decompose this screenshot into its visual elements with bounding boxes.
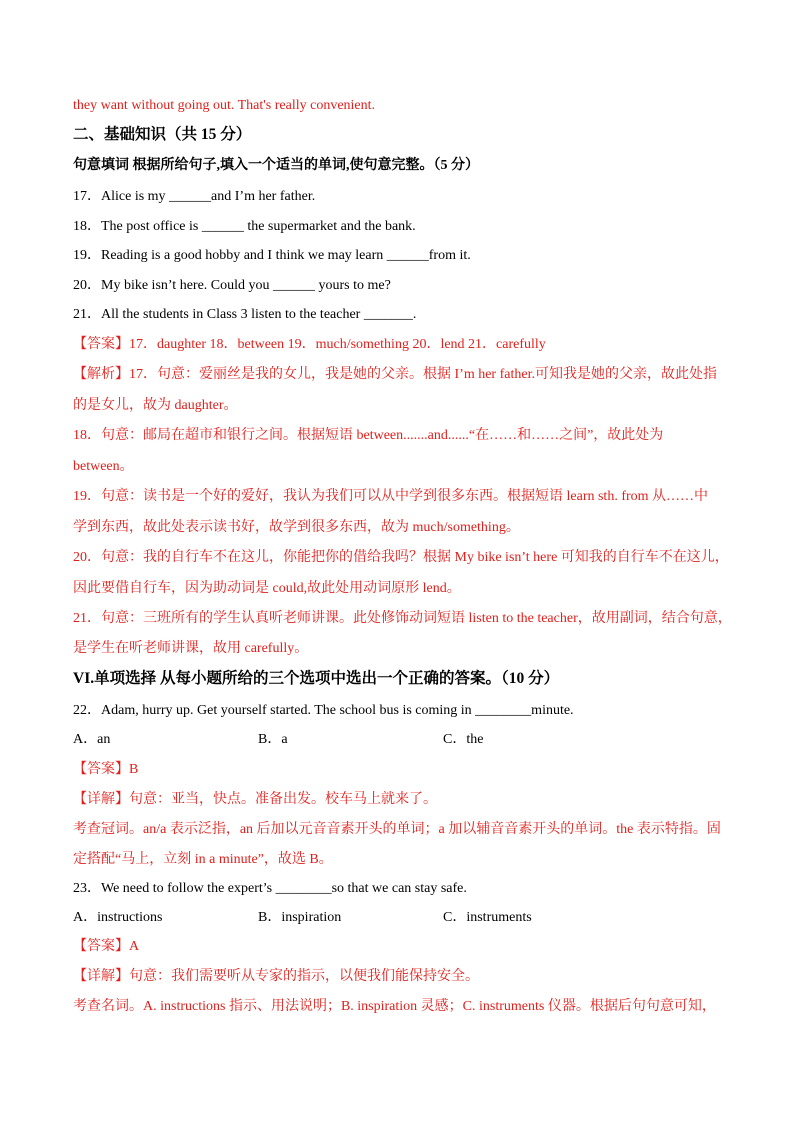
explanation-22: 【详解】句意：亚当，快点。准备出发。校车马上就来了。 [73, 792, 437, 807]
analysis-18-cont: between。 [73, 459, 134, 474]
explanation-22-cont: 定搭配“马上，立刻 in a minute”，故选 B。 [73, 852, 333, 867]
question-19: 19．Reading is a good hobby and I think we may learn ______from it. [73, 248, 471, 263]
analysis-21: 21．句意：三班所有的学生认真听老师讲课。此处修饰动词短语 listen to the teacher，故用副词，结合句意， [73, 611, 732, 626]
q22-option-a: A．an [73, 732, 111, 747]
question-17: 17．Alice is my ______and I’m her father. [73, 189, 316, 204]
answer-22: 【答案】B [73, 762, 139, 777]
answers-17-21: 【答案】17．daughter 18．between 19．much/something 20．lend 21．carefully [73, 337, 546, 352]
explanation-23: 【详解】句意：我们需要听从专家的指示，以便我们能保持安全。 [73, 969, 479, 984]
section-instructions: 句意填词 根据所给句子,填入一个适当的单词,使句意完整。（5 分） [73, 158, 479, 173]
section-heading-multiple-choice: VI.单项选择 从每小题所给的三个选项中选出一个正确的答案。（10 分） [73, 670, 560, 687]
q22-option-c: C．the [443, 732, 484, 747]
explanation-23-detail: 考查名词。A. instructions 指示、用法说明；B. inspiration 灵感；C. instruments 仪器。根据后句句意可知， [73, 999, 716, 1014]
analysis-19: 19．句意：读书是一个好的爱好，我认为我们可以从中学到很多东西。根据短语 learn sth. from 从……中 [73, 489, 709, 504]
q23-option-a: A．instructions [73, 910, 163, 925]
question-18: 18．The post office is ______ the supermarket and the bank. [73, 219, 416, 234]
section-heading-basic-knowledge: 二、基础知识（共 15 分） [73, 126, 252, 143]
q22-option-b: B．a [258, 732, 288, 747]
analysis-20-cont: 因此要借自行车，因为助动词是 could,故此处用动词原形 lend。 [73, 581, 461, 596]
answer-23: 【答案】A [73, 939, 140, 954]
analysis-20: 20．句意：我的自行车不在这儿，你能把你的借给我吗？根据 My bike isn’t here 可知我的自行车不在这儿， [73, 550, 729, 565]
q23-option-c: C．instruments [443, 910, 532, 925]
question-22: 22．Adam, hurry up. Get yourself started. The school bus is coming in ________minute. [73, 703, 574, 718]
q23-option-b: B．inspiration [258, 910, 342, 925]
question-21: 21．All the students in Class 3 listen to the teacher _______. [73, 307, 417, 322]
analysis-17-cont: 的是女儿，故为 daughter。 [73, 398, 238, 413]
analysis-19-cont: 学到东西，故此处表示读书好，故学到很多东西，故为 much/something。 [73, 520, 520, 535]
question-20: 20．My bike isn’t here. Could you ______ yours to me? [73, 278, 391, 293]
analysis-18: 18．句意：邮局在超市和银行之间。根据短语 between.......and......“在……和……之间”，故此处为 [73, 428, 664, 443]
passage-tail: they want without going out. That's really convenient. [73, 98, 376, 113]
question-23: 23．We need to follow the expert’s ________so that we can stay safe. [73, 881, 467, 896]
analysis-21-cont: 是学生在听老师讲课，故用 carefully。 [73, 641, 309, 656]
analysis-17: 【解析】17．句意：爱丽丝是我的女儿，我是她的父亲。根据 I’m her father.可知我是她的父亲，故此处指 [73, 367, 717, 382]
explanation-22-detail: 考查冠词。an/a 表示泛指，an 后加以元音音素开头的单词；a 加以辅音音素开头的单词。the 表示特指。固 [73, 822, 721, 837]
